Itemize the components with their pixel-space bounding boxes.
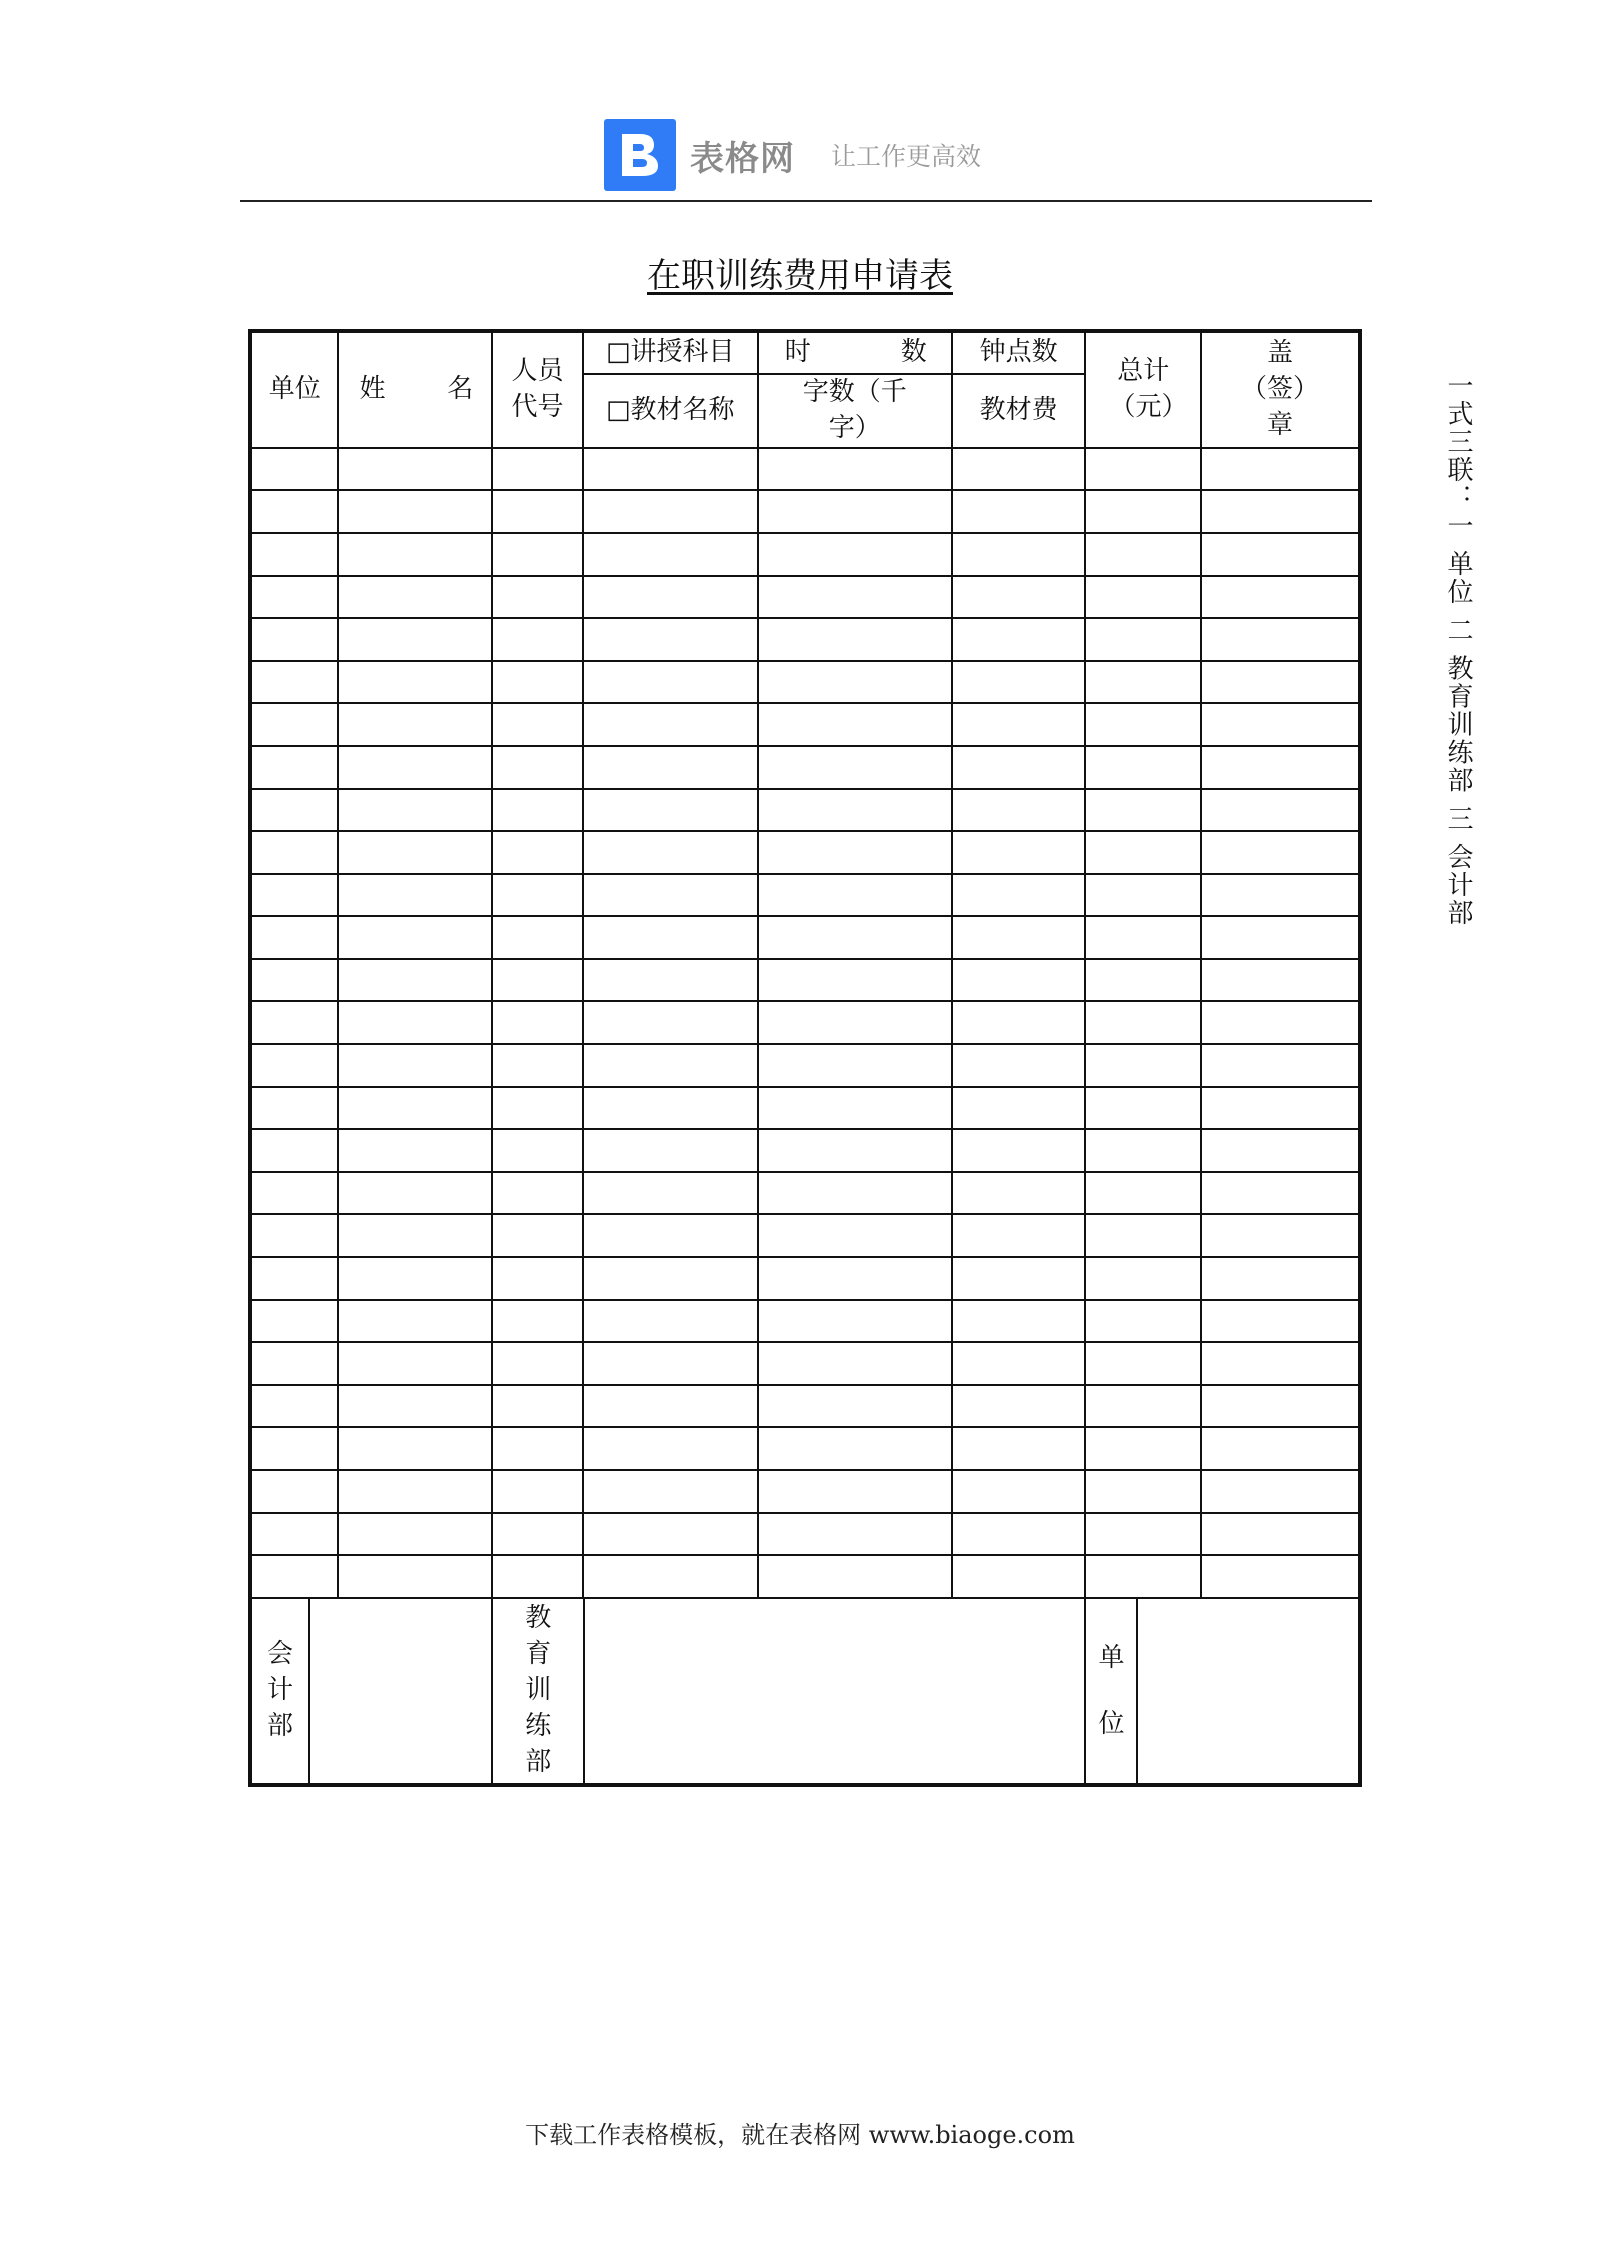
table-cell[interactable]: [1085, 789, 1201, 832]
unit-label-a: 单: [1098, 1642, 1125, 1673]
table-cell[interactable]: [338, 1257, 492, 1300]
table-cell[interactable]: [338, 789, 492, 832]
table-cell[interactable]: [250, 1044, 338, 1087]
table-cell[interactable]: [952, 661, 1086, 704]
table-cell[interactable]: [583, 789, 758, 832]
table-cell[interactable]: [1085, 1513, 1201, 1556]
col-header-name: [338, 331, 492, 448]
table-cell[interactable]: [1085, 1257, 1201, 1300]
table-row: [250, 618, 1360, 661]
table-cell[interactable]: [952, 618, 1086, 661]
table-cell[interactable]: [250, 789, 338, 832]
table-cell[interactable]: [492, 1513, 582, 1556]
table-cell[interactable]: [1201, 1300, 1360, 1343]
table-cell[interactable]: [1201, 916, 1360, 959]
col-header-unit: 单位: [250, 331, 338, 448]
col-header-total-text: 总计（元）: [1109, 356, 1188, 422]
table-cell[interactable]: [583, 1214, 758, 1257]
table-cell[interactable]: [250, 576, 338, 619]
table-cell[interactable]: [952, 1300, 1086, 1343]
table-row: [250, 661, 1360, 704]
table-cell[interactable]: [1201, 661, 1360, 704]
table-cell[interactable]: [583, 916, 758, 959]
table-cell[interactable]: [583, 1427, 758, 1470]
table-cell[interactable]: [338, 576, 492, 619]
table-cell[interactable]: [758, 1555, 952, 1598]
table-cell[interactable]: [758, 1385, 952, 1428]
table-cell[interactable]: [1085, 1172, 1201, 1215]
table-row: [250, 1555, 1360, 1598]
table-cell[interactable]: [583, 1172, 758, 1215]
table-cell[interactable]: [1201, 618, 1360, 661]
table-cell[interactable]: [1201, 746, 1360, 789]
header-row-1: [250, 331, 1360, 374]
table-cell[interactable]: [338, 916, 492, 959]
table-cell[interactable]: [250, 916, 338, 959]
table-cell[interactable]: [492, 490, 582, 533]
table-cell[interactable]: [1201, 1385, 1360, 1428]
table-cell[interactable]: [1085, 1470, 1201, 1513]
table-row: [250, 1214, 1360, 1257]
table-row: [250, 1427, 1360, 1470]
table-cell[interactable]: [492, 1001, 582, 1044]
table-row: [250, 746, 1360, 789]
table-cell[interactable]: [952, 490, 1086, 533]
table-cell[interactable]: [952, 831, 1086, 874]
table-cell[interactable]: [583, 618, 758, 661]
table-cell[interactable]: [952, 448, 1086, 491]
table-cell[interactable]: [1085, 1087, 1201, 1130]
table-cell[interactable]: [250, 1257, 338, 1300]
table-row: [250, 916, 1360, 959]
table-cell[interactable]: [1201, 1342, 1360, 1385]
table-cell[interactable]: [952, 1470, 1086, 1513]
table-row: [250, 448, 1360, 491]
table-cell[interactable]: [1085, 746, 1201, 789]
table-cell[interactable]: [758, 661, 952, 704]
brand-header: [604, 118, 981, 192]
table-row: [250, 533, 1360, 576]
table-cell[interactable]: [338, 618, 492, 661]
table-cell[interactable]: [250, 490, 338, 533]
table-cell[interactable]: [250, 746, 338, 789]
table-cell[interactable]: [952, 533, 1086, 576]
logo-slogan: 让工作更高效: [831, 142, 982, 171]
table-cell[interactable]: [1085, 576, 1201, 619]
table-cell[interactable]: [758, 576, 952, 619]
table-cell[interactable]: [583, 1300, 758, 1343]
table-cell[interactable]: [1085, 1300, 1201, 1343]
table-row: [250, 1300, 1360, 1343]
table-cell[interactable]: [492, 1427, 582, 1470]
table-cell[interactable]: [1085, 1385, 1201, 1428]
table-cell[interactable]: [338, 959, 492, 1002]
table-cell[interactable]: [952, 1172, 1086, 1215]
table-cell[interactable]: [1085, 1214, 1201, 1257]
col-header-staff-code: [492, 331, 582, 448]
table-cell[interactable]: [338, 1129, 492, 1172]
table-row: [250, 874, 1360, 917]
table-cell[interactable]: [952, 1129, 1086, 1172]
table-cell[interactable]: [492, 1044, 582, 1087]
table-cell[interactable]: [250, 1214, 338, 1257]
table-cell[interactable]: [758, 1513, 952, 1556]
table-row: [250, 1470, 1360, 1513]
table-cell[interactable]: [583, 831, 758, 874]
table-cell[interactable]: [338, 490, 492, 533]
table-cell[interactable]: [583, 1001, 758, 1044]
table-cell[interactable]: [338, 1214, 492, 1257]
col-header-seal-text: 盖（签）章: [1241, 338, 1320, 440]
table-cell[interactable]: [250, 1001, 338, 1044]
table-cell[interactable]: [583, 1342, 758, 1385]
table-cell[interactable]: [952, 874, 1086, 917]
table-cell[interactable]: [1085, 1342, 1201, 1385]
table-cell[interactable]: [758, 703, 952, 746]
table-row: [250, 1513, 1360, 1556]
table-cell[interactable]: [1085, 874, 1201, 917]
table-cell[interactable]: [338, 1427, 492, 1470]
table-cell[interactable]: [583, 746, 758, 789]
table-row: [250, 1001, 1360, 1044]
table-cell[interactable]: [250, 448, 338, 491]
table-cell[interactable]: [952, 1044, 1086, 1087]
table-cell[interactable]: [1201, 1129, 1360, 1172]
table-cell[interactable]: [1085, 661, 1201, 704]
table-cell[interactable]: [250, 661, 338, 704]
table-row: [250, 1044, 1360, 1087]
accounting-signature-block: [250, 1598, 492, 1785]
table-cell[interactable]: [583, 576, 758, 619]
table-cell[interactable]: [758, 874, 952, 917]
table-cell[interactable]: [1085, 533, 1201, 576]
table-cell[interactable]: [758, 1129, 952, 1172]
table-cell[interactable]: [250, 1129, 338, 1172]
table-cell[interactable]: [492, 789, 582, 832]
accounting-signature-field[interactable]: [310, 1599, 491, 1783]
table-cell[interactable]: [758, 1172, 952, 1215]
table-cell[interactable]: [758, 448, 952, 491]
table-row: [250, 959, 1360, 1002]
table-cell[interactable]: [758, 1257, 952, 1300]
table-cell[interactable]: [338, 1385, 492, 1428]
table-cell[interactable]: [758, 1044, 952, 1087]
table-cell[interactable]: [338, 1513, 492, 1556]
copies-note: 一式三联：一 单位 二 教育训练部 三 会计部: [1443, 372, 1473, 928]
col-header-total: [1085, 331, 1201, 448]
table-cell[interactable]: [1201, 1044, 1360, 1087]
col-header-subject: □讲授科目: [583, 331, 758, 374]
table-cell[interactable]: [758, 1300, 952, 1343]
table-cell[interactable]: [250, 1087, 338, 1130]
table-cell[interactable]: [583, 1513, 758, 1556]
table-cell[interactable]: [583, 1555, 758, 1598]
table-cell[interactable]: [492, 1385, 582, 1428]
logo-b-glyph: [618, 130, 662, 180]
table-cell[interactable]: [250, 1470, 338, 1513]
table-cell[interactable]: [758, 1427, 952, 1470]
table-cell[interactable]: [492, 916, 582, 959]
accounting-label: 会计部: [266, 1638, 293, 1741]
table-cell[interactable]: [583, 703, 758, 746]
table-cell[interactable]: [1201, 448, 1360, 491]
table-cell[interactable]: [338, 1300, 492, 1343]
logo-icon: [604, 119, 676, 191]
table-cell[interactable]: [250, 1555, 338, 1598]
table-cell[interactable]: [250, 703, 338, 746]
table-cell[interactable]: [250, 874, 338, 917]
education-signature-field[interactable]: [585, 1599, 1084, 1783]
table-cell[interactable]: [1201, 1214, 1360, 1257]
table-row: [250, 1087, 1360, 1130]
table-cell[interactable]: [338, 746, 492, 789]
table-cell[interactable]: [338, 831, 492, 874]
col-header-words-text: 字数（千字）: [802, 377, 907, 443]
table-row: [250, 789, 1360, 832]
table-cell[interactable]: [583, 490, 758, 533]
table-cell[interactable]: [492, 1129, 582, 1172]
table-cell[interactable]: [338, 1044, 492, 1087]
table-cell[interactable]: [338, 1172, 492, 1215]
table-cell[interactable]: [1201, 789, 1360, 832]
table-cell[interactable]: [250, 831, 338, 874]
table-cell[interactable]: [492, 1087, 582, 1130]
table-cell[interactable]: [338, 661, 492, 704]
table-cell[interactable]: [338, 703, 492, 746]
table-cell[interactable]: [338, 1470, 492, 1513]
table-row: [250, 1257, 1360, 1300]
table-cell[interactable]: [250, 1385, 338, 1428]
table-cell[interactable]: [583, 1087, 758, 1130]
table-cell[interactable]: [583, 874, 758, 917]
table-cell[interactable]: [492, 703, 582, 746]
table-cell[interactable]: [1085, 1555, 1201, 1598]
table-cell[interactable]: [583, 448, 758, 491]
table-cell[interactable]: [758, 831, 952, 874]
table-cell[interactable]: [1201, 703, 1360, 746]
table-cell[interactable]: [1085, 490, 1201, 533]
col-header-hourly-points: 钟点数: [952, 331, 1086, 374]
col-header-seal: [1201, 331, 1360, 448]
table-cell[interactable]: [338, 1001, 492, 1044]
table-cell[interactable]: [952, 576, 1086, 619]
col-header-staff-code-text: 人员代号: [511, 356, 564, 422]
page-footer: 下载工作表格模板，就在表格网 www.biaoge.com: [525, 2121, 1075, 2149]
table-cell[interactable]: [492, 1214, 582, 1257]
col-header-name-b: 名: [447, 373, 474, 404]
table-cell[interactable]: [758, 1001, 952, 1044]
table-cell[interactable]: [583, 1129, 758, 1172]
education-label: 教育训练部: [525, 1603, 552, 1777]
table-cell[interactable]: [952, 1001, 1086, 1044]
col-header-hours: [758, 331, 952, 374]
document-title: [0, 248, 1600, 297]
table-cell[interactable]: [758, 789, 952, 832]
table-cell[interactable]: [583, 1044, 758, 1087]
table-cell[interactable]: [338, 1087, 492, 1130]
table-row: [250, 1342, 1360, 1385]
table-cell[interactable]: [492, 746, 582, 789]
table-cell[interactable]: [1085, 831, 1201, 874]
table-cell[interactable]: [1085, 1129, 1201, 1172]
table-cell[interactable]: [758, 746, 952, 789]
table-cell[interactable]: [338, 533, 492, 576]
table-cell[interactable]: [1085, 448, 1201, 491]
table-cell[interactable]: [1201, 959, 1360, 1002]
table-cell[interactable]: [758, 1342, 952, 1385]
unit-signature-block: [1085, 1598, 1360, 1785]
logo-name: 表格网: [690, 138, 795, 179]
table-cell[interactable]: [1201, 1087, 1360, 1130]
table-cell[interactable]: [952, 916, 1086, 959]
table-cell[interactable]: [952, 1342, 1086, 1385]
table-cell[interactable]: [250, 1342, 338, 1385]
table-cell[interactable]: [250, 1513, 338, 1556]
table-cell[interactable]: [338, 448, 492, 491]
table-cell[interactable]: [338, 1555, 492, 1598]
table-cell[interactable]: [758, 1470, 952, 1513]
table-cell[interactable]: [492, 448, 582, 491]
table-cell[interactable]: [250, 533, 338, 576]
header-divider: [240, 200, 1372, 202]
table-cell[interactable]: [952, 1087, 1086, 1130]
table-cell[interactable]: [1085, 1001, 1201, 1044]
table-cell[interactable]: [952, 1257, 1086, 1300]
table-cell[interactable]: [1085, 618, 1201, 661]
table-cell[interactable]: [1201, 533, 1360, 576]
table-cell[interactable]: [1201, 874, 1360, 917]
table-cell[interactable]: [1201, 1427, 1360, 1470]
table-cell[interactable]: [492, 874, 582, 917]
col-header-hours-b: 数: [900, 337, 927, 368]
table-cell[interactable]: [1201, 1257, 1360, 1300]
table-cell[interactable]: [583, 1385, 758, 1428]
table-cell[interactable]: [1085, 703, 1201, 746]
table-row: [250, 1129, 1360, 1172]
table-cell[interactable]: [758, 1214, 952, 1257]
table-cell[interactable]: [952, 703, 1086, 746]
col-header-material-name: □教材名称: [583, 374, 758, 448]
table-cell[interactable]: [250, 1172, 338, 1215]
table-cell[interactable]: [1201, 1001, 1360, 1044]
table-cell[interactable]: [758, 959, 952, 1002]
table-cell[interactable]: [250, 1427, 338, 1470]
table-cell[interactable]: [583, 1257, 758, 1300]
table-cell[interactable]: [952, 1427, 1086, 1470]
signature-row: [250, 1598, 1360, 1785]
table-row: [250, 576, 1360, 619]
document-title-text: 在职训练费用申请表: [647, 256, 953, 296]
table-cell[interactable]: [1085, 1427, 1201, 1470]
table-cell[interactable]: [1201, 1172, 1360, 1215]
table-cell[interactable]: [952, 746, 1086, 789]
col-header-name-a: 姓: [359, 373, 386, 404]
table-cell[interactable]: [583, 661, 758, 704]
table-cell[interactable]: [492, 618, 582, 661]
table-row: [250, 1172, 1360, 1215]
unit-label-b: 位: [1098, 1708, 1125, 1739]
table-cell[interactable]: [758, 1087, 952, 1130]
table-cell[interactable]: [1085, 916, 1201, 959]
table-cell[interactable]: [492, 1342, 582, 1385]
table-cell[interactable]: [1201, 1555, 1360, 1598]
table-cell[interactable]: [758, 533, 952, 576]
table-cell[interactable]: [952, 1214, 1086, 1257]
table-cell[interactable]: [492, 576, 582, 619]
table-cell[interactable]: [250, 1300, 338, 1343]
application-form-table: [248, 329, 1362, 1787]
table-row: [250, 703, 1360, 746]
table-cell[interactable]: [758, 490, 952, 533]
unit-signature-field[interactable]: [1138, 1599, 1358, 1783]
table-cell[interactable]: [583, 533, 758, 576]
table-cell[interactable]: [492, 1555, 582, 1598]
table-cell[interactable]: [250, 618, 338, 661]
table-cell[interactable]: [1201, 490, 1360, 533]
table-cell[interactable]: [492, 661, 582, 704]
table-row: [250, 490, 1360, 533]
table-cell[interactable]: [758, 618, 952, 661]
table-cell[interactable]: [1201, 576, 1360, 619]
table-cell[interactable]: [492, 959, 582, 1002]
col-header-words: [758, 374, 952, 448]
table-cell[interactable]: [1085, 1044, 1201, 1087]
table-cell[interactable]: [952, 959, 1086, 1002]
table-row: [250, 831, 1360, 874]
table-cell[interactable]: [492, 533, 582, 576]
table-cell[interactable]: [492, 1257, 582, 1300]
table-cell[interactable]: [952, 1555, 1086, 1598]
table-cell[interactable]: [492, 1300, 582, 1343]
col-header-material-fee: 教材费: [952, 374, 1086, 448]
table-cell[interactable]: [338, 1342, 492, 1385]
table-cell[interactable]: [492, 1172, 582, 1215]
col-header-hours-a: 时: [784, 337, 811, 368]
table-cell[interactable]: [583, 1470, 758, 1513]
table-cell[interactable]: [1201, 1513, 1360, 1556]
education-signature-block: [492, 1598, 1085, 1785]
table-cell[interactable]: [758, 916, 952, 959]
table-cell[interactable]: [1201, 831, 1360, 874]
table-cell[interactable]: [952, 1385, 1086, 1428]
table-row: [250, 1385, 1360, 1428]
table-cell[interactable]: [338, 874, 492, 917]
table-cell[interactable]: [952, 1513, 1086, 1556]
table-cell[interactable]: [1201, 1470, 1360, 1513]
table-cell[interactable]: [250, 959, 338, 1002]
table-cell[interactable]: [583, 959, 758, 1002]
table-cell[interactable]: [492, 831, 582, 874]
table-cell[interactable]: [492, 1470, 582, 1513]
table-cell[interactable]: [952, 789, 1086, 832]
table-cell[interactable]: [1085, 959, 1201, 1002]
